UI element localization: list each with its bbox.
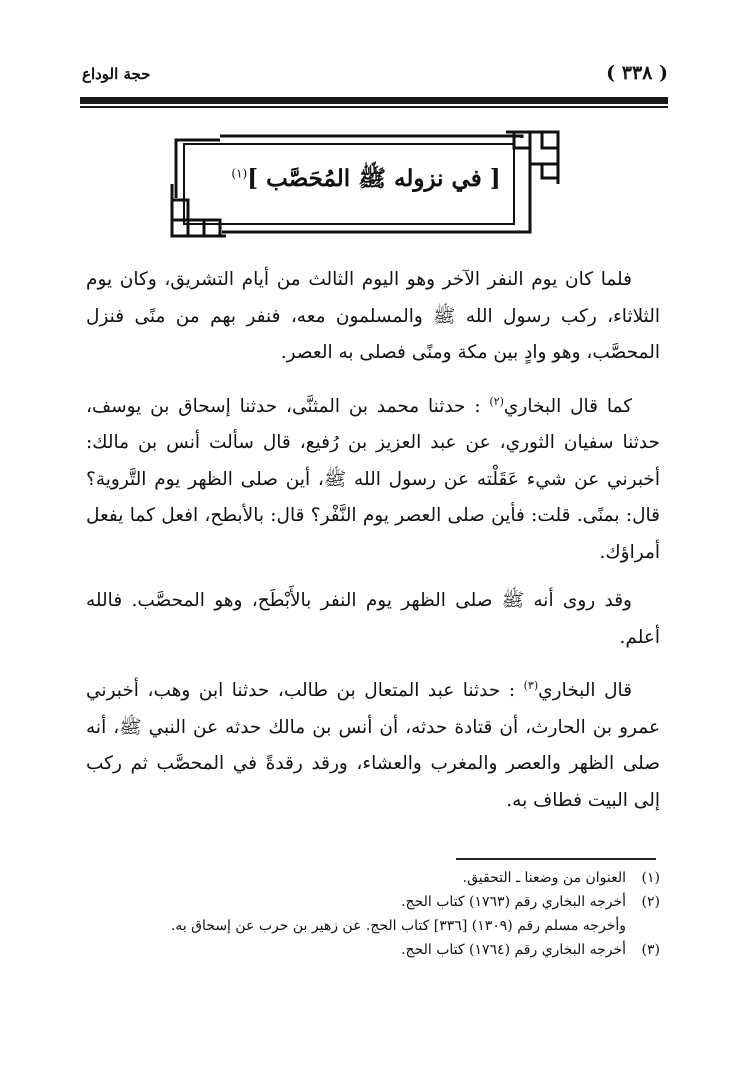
footnote-2-continued (86, 914, 660, 938)
footnote-number: (٢) (641, 894, 660, 910)
page-header (82, 60, 668, 88)
chapter-title-text: [ في نزوله ﷺ المُحَصَّب ] (247, 165, 501, 192)
footnote-ref-3: (٣) (523, 679, 539, 693)
footnote-ref-1: (١) (231, 166, 248, 181)
header-rule-thin (80, 106, 668, 108)
chapter-title-frame (170, 128, 562, 240)
paragraph-2 (86, 384, 660, 572)
main-text (86, 262, 660, 819)
paragraph-2-text: : حدثنا محمد بن المثنَّى، حدثنا إسحاق بن يوسف، حدثنا سفيان الثوري، عن عبد العزيز بن رُفيع، قال سألت أنس بن مالك: أخبرني عن شيء عَقَلْته عن رسول الله ﷺ، أين صلى الظهر يوم التَّروية؟ قال: بمنًى. قلت: فأين صلى العصر يوم النَّفْر؟ قال: بالأبطح، افعل كما يفعل أمراؤك. (86, 395, 660, 563)
footnote-text: وأخرجه مسلم رقم (١٣٠٩) [٣٣٦] كتاب الحج. عن زهير بن حرب عن إسحاق به. (170, 918, 626, 934)
footnote-ref-2: (٢) (489, 394, 504, 408)
chapter-title (210, 164, 522, 198)
page-number: ( ٣٣٨ ) (606, 62, 668, 84)
footnote-text: أخرجه البخاري رقم (١٧٦٣) كتاب الحج. (401, 894, 626, 910)
paragraph-1: فلما كان يوم النفر الآخر وهو اليوم الثالث من أيام التشريق، وكان يوم الثلاثاء، ركب رسول الله ﷺ والمسلمون معه، فنفر بهم من منًى فنزل المحصَّب، وهو وادٍ بين مكة ومنًى فصلى به العصر. (86, 269, 660, 363)
paragraph-4 (86, 668, 660, 819)
footnote-number: (٣) (641, 942, 660, 958)
paragraph-3: وقد روى أنه ﷺ صلى الظهر يوم النفر بالأَبْطَح، وهو المحصَّب. فالله أعلم. (86, 590, 660, 648)
footnote-2 (86, 890, 660, 914)
footnote-text: العنوان من وضعنا ـ التحقيق. (462, 870, 626, 886)
paragraph-4-lead: قال البخاري (538, 680, 632, 702)
header-rule-thick (80, 97, 668, 104)
paragraph-4-text: : حدثنا عبد المتعال بن طالب، حدثنا ابن وهب، أخبرني عمرو بن الحارث، أن قتادة حدثه، أن أنس بن مالك حدثه عن النبي ﷺ، أنه صلى الظهر والعصر والمغرب والعشاء، ورقد رقدةً في المحصَّب ثم ركب إلى البيت فطاف به. (86, 680, 660, 811)
footnote-3 (86, 938, 660, 962)
running-title: حجة الوداع (82, 65, 151, 83)
footnote-separator (456, 858, 656, 860)
footnote-1 (86, 866, 660, 890)
footnotes (86, 866, 660, 962)
paragraph-2-lead: كما قال البخاري (503, 395, 632, 417)
footnote-text: أخرجه البخاري رقم (١٧٦٤) كتاب الحج. (401, 942, 626, 958)
footnote-number: (١) (641, 870, 660, 886)
